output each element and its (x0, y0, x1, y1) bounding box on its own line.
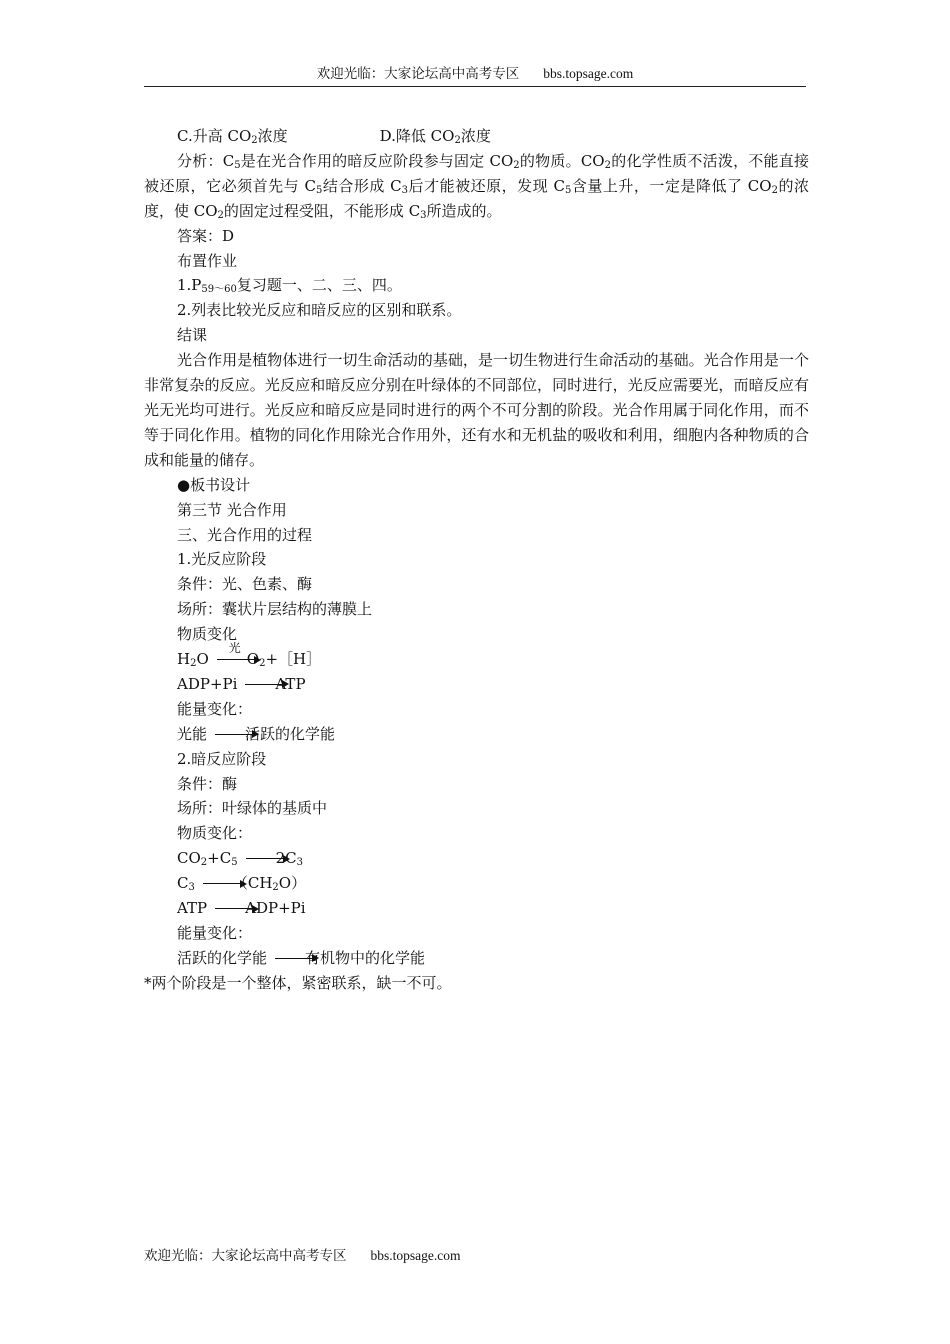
document-body (144, 124, 809, 996)
dark-energy-label: 能量变化： (177, 924, 253, 942)
footer-url[interactable]: bbs.topsage.com (370, 1248, 461, 1263)
light-conditions: 条件：光、色素、酶 (177, 575, 313, 594)
reaction-arrow-icon (217, 641, 261, 665)
reaction-arrow-icon (203, 879, 247, 889)
reaction-arrow-icon (215, 904, 259, 914)
equation-light-energy: 光能 活跃的化学能 (177, 724, 336, 743)
reaction-arrow-icon (246, 854, 290, 864)
equation-dark-energy: 活跃的化学能 有机物中的化学能 (177, 948, 426, 967)
header-title: 欢迎光临：大家论坛高中高考专区 (316, 66, 520, 82)
homework-item-2: 2.列表比较光反应和暗反应的区别和联系。 (177, 301, 462, 320)
equation-water-split: $H_2O$ 光 $O_2+[H]$ (177, 641, 322, 670)
light-stage-title: 1.光反应阶段 (177, 550, 267, 569)
equation-co2-fixation: $CO_2+C_5$ $2C_3$ (177, 849, 303, 869)
header-url[interactable]: bbs.topsage.com (543, 66, 634, 81)
board-title: ●板书设计 (177, 475, 251, 494)
analysis-paragraph: 分析：$C_5$是在光合作用的暗反应阶段参与固定 $CO_2$的物质。$CO_2$的化学性质不活泼，不能直接被还原，它必须首先与 $C_5$结合形成 $C_3$后才能被还原，发现 $C_5$含量上升，一定是降低了 $CO_2$的浓度，使 $CO_2$的固定过程受阻，不能形成 $C_3$所造成的。 (144, 151, 810, 221)
dark-conditions: 条件：酶 (177, 774, 238, 793)
arrow-condition: 光 (228, 641, 241, 656)
conclusion-paragraph: 光合作用是植物体进行一切生命活动的基础，是一切生物进行生命活动的基础。光合作用是一个非常复杂的反应。光反应和暗反应分别在叶绿体的不同部位，同时进行，光反应需要光，而暗反应有光无光均可进行。光反应和暗反应是同时进行的两个不可分割的阶段。光合作用属于同化作用，而不等于同化作用。植物的同化作用除光合作用外，还有水和无机盐的吸收和利用，细胞内各种物质的合成和能量的储存。 (144, 351, 809, 469)
homework-title: 布置作业 (177, 251, 238, 270)
light-place: 场所：囊状片层结构的薄膜上 (177, 600, 373, 619)
options-line: C.升高 $CO_2$浓度 D.降低 $CO_2$浓度 (177, 127, 491, 146)
equation-atp-hydrolysis: ATP ADP+Pi (177, 899, 306, 918)
reaction-arrow-icon (275, 954, 319, 964)
option-d: D.降低 CO (379, 127, 455, 145)
reaction-arrow-icon (215, 730, 259, 740)
conclusion-title: 结课 (177, 326, 208, 345)
closing-note: *两个阶段是一个整体，紧密联系，缺一不可。 (144, 973, 452, 992)
dark-stage-title: 2.暗反应阶段 (177, 749, 267, 768)
dark-place: 场所：叶绿体的基质中 (177, 799, 328, 818)
page-header (144, 64, 806, 87)
footer-title: 欢迎光临：大家论坛高中高考专区 (144, 1248, 347, 1264)
dark-matter-label: 物质变化： (177, 824, 253, 843)
equation-c3-reduction: $C_3$ $(CH_2O)$ (177, 874, 307, 894)
reaction-arrow-icon (245, 680, 289, 690)
part-title: 三、光合作用的过程 (177, 525, 313, 544)
section-title: 第三节 光合作用 (177, 500, 287, 519)
page-footer (144, 1246, 461, 1266)
answer: 答案：D (177, 226, 235, 245)
equation-atp-synthesis: ADP+Pi ATP (177, 674, 306, 693)
light-matter-label: 物质变化 (177, 625, 238, 644)
option-c: C.升高 CO (177, 127, 252, 145)
homework-item-1: $1.P_{59\sim 60}$复习题一、二、三、四。 (177, 276, 402, 296)
light-energy-label: 能量变化： (177, 699, 253, 718)
